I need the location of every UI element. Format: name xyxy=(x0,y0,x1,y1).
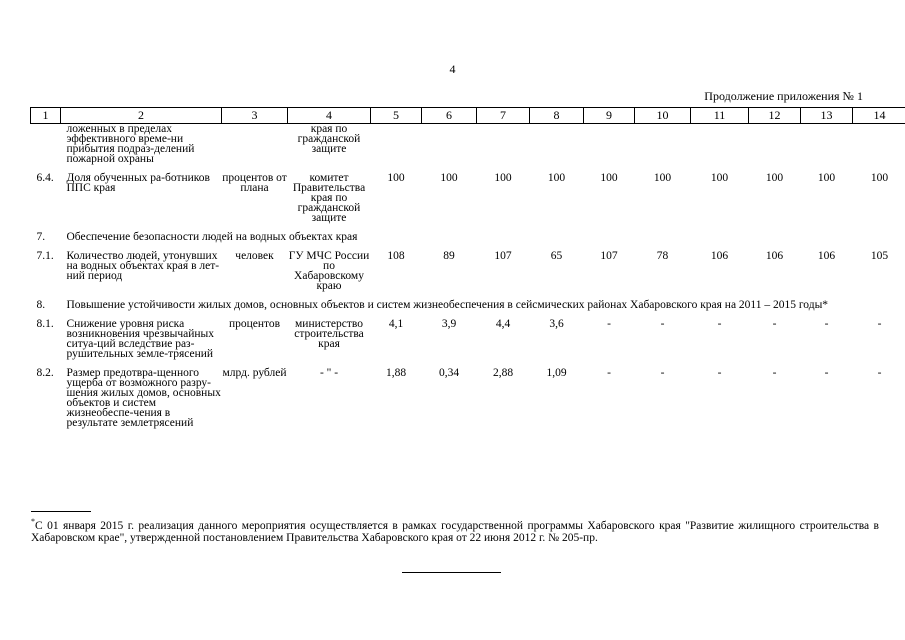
table-row xyxy=(31,251,905,300)
value-cell: - xyxy=(877,367,882,379)
table-row xyxy=(31,124,905,174)
section-row xyxy=(31,232,905,251)
header-cell: 2 xyxy=(61,108,222,124)
unit-cell: процентов xyxy=(228,318,281,330)
value-cell: - xyxy=(772,367,777,379)
responsible-cell: ГУ МЧС России по Хабаровскому краю xyxy=(288,250,370,292)
responsible-cell: - " - xyxy=(319,367,339,379)
value-cell: 1,09 xyxy=(546,367,567,379)
value-cell: 100 xyxy=(653,172,672,184)
header-cell: 4 xyxy=(288,108,371,124)
row-number: 7.1. xyxy=(36,250,54,262)
header-cell: 3 xyxy=(222,108,288,124)
value-cell: 4,1 xyxy=(388,318,404,330)
responsible-cell: комитет Правительства края по гражданской защите xyxy=(292,172,366,224)
section-number: 7. xyxy=(36,231,46,243)
continuation-label: Продолжение приложения № 1 xyxy=(704,89,863,103)
header-cell: 11 xyxy=(691,108,749,124)
footnote xyxy=(31,516,879,544)
value-cell: - xyxy=(824,367,829,379)
value-cell: 2,88 xyxy=(492,367,514,379)
header-cell: 5 xyxy=(371,108,422,124)
value-cell: - xyxy=(607,318,611,330)
value-cell: 100 xyxy=(547,172,566,184)
row-number: 8.2. xyxy=(36,367,54,379)
value-cell: 100 xyxy=(710,172,729,184)
indicators-table xyxy=(30,107,905,428)
value-cell: - xyxy=(607,367,611,379)
bottom-divider xyxy=(402,572,501,573)
row-number: 6.4. xyxy=(36,172,54,184)
header-cell: 13 xyxy=(801,108,853,124)
value-cell: 100 xyxy=(817,172,836,184)
value-cell: 65 xyxy=(550,250,563,262)
value-cell: 100 xyxy=(440,172,458,184)
footnote-mark: * xyxy=(31,517,35,526)
row-number xyxy=(31,124,61,174)
value-cell: 108 xyxy=(387,250,405,262)
value-cell: 106 xyxy=(765,250,784,262)
row-number: 8.1. xyxy=(36,318,54,330)
unit-cell xyxy=(222,124,288,174)
indicator-name: Количество людей, утонувших на водных объектах края в лет-ний период xyxy=(66,250,220,282)
value-cell: 3,6 xyxy=(549,318,564,330)
table-row xyxy=(31,368,905,428)
table-row xyxy=(31,173,905,232)
section-title: Повышение устойчивости жилых домов, основных объектов и систем жизнеобеспечения в сейсмических районах Хабаровского края на 2011 – 2015 годы* xyxy=(66,299,829,311)
value-cell: 3,9 xyxy=(441,318,457,330)
value-cell: 100 xyxy=(494,172,512,184)
header-cell: 12 xyxy=(749,108,801,124)
value-cell: - xyxy=(877,318,882,330)
empty-values xyxy=(371,124,905,174)
indicator-name: Размер предотвра-щенного ущерба от возможного разру-шения жилых домов, основных объектов и систем жизнеобеспе-чения в результате землетрясений xyxy=(66,367,221,429)
value-cell: 105 xyxy=(870,250,889,262)
section-title: Обеспечение безопасности людей на водных объектах края xyxy=(66,231,358,243)
footnote-divider xyxy=(31,511,91,512)
value-cell: - xyxy=(660,367,665,379)
header-cell: 10 xyxy=(635,108,691,124)
value-cell: 106 xyxy=(817,250,836,262)
header-row xyxy=(31,108,905,124)
value-cell: 107 xyxy=(494,250,512,262)
value-cell: - xyxy=(717,367,722,379)
indicator-name: Снижение уровня риска возникновения чрезвычайных ситуа-ций вследствие раз-рушительных земле-трясений xyxy=(66,318,215,360)
value-cell: - xyxy=(772,318,777,330)
value-cell: 100 xyxy=(387,172,405,184)
unit-cell: млрд. рублей xyxy=(222,367,287,379)
value-cell: 4,4 xyxy=(495,318,511,330)
section-row xyxy=(31,300,905,319)
responsible-cell: министерство строительства края xyxy=(294,318,364,350)
indicator-name: Доля обученных ра-ботников ППС края xyxy=(66,172,210,194)
unit-cell: человек xyxy=(235,250,274,262)
value-cell: 1,88 xyxy=(385,367,407,379)
section-number: 8. xyxy=(36,299,46,311)
header-cell: 14 xyxy=(853,108,905,124)
value-cell: 100 xyxy=(600,172,618,184)
value-cell: 78 xyxy=(656,250,669,262)
value-cell: - xyxy=(660,318,665,330)
page-number: 4 xyxy=(449,62,456,76)
header-cell: 9 xyxy=(584,108,635,124)
table-row xyxy=(31,319,905,368)
header-cell: 7 xyxy=(477,108,530,124)
footnote-text: С 01 января 2015 г. реализация данного мероприятия осуществляется в рамках государственной программы Хабаровского края "Развитие жилищного строительства в Хабаровском крае", утвержденной постановлением Правительства Хабаровского края от 22 июня 2012 г. № 205-пр. xyxy=(31,519,879,544)
value-cell: 100 xyxy=(765,172,784,184)
header-cell: 1 xyxy=(31,108,61,124)
value-cell: - xyxy=(717,318,722,330)
indicator-name: ложенных в пределах эффективного време-ни прибытия подраз-делений пожарной охраны xyxy=(66,123,195,165)
unit-cell: процентов от плана xyxy=(222,172,287,194)
header-cell: 8 xyxy=(530,108,584,124)
value-cell: 0,34 xyxy=(438,367,460,379)
value-cell: 89 xyxy=(443,250,455,262)
value-cell: - xyxy=(824,318,829,330)
value-cell: 106 xyxy=(710,250,729,262)
responsible-cell: края по гражданской защите xyxy=(297,123,361,155)
header-cell: 6 xyxy=(422,108,477,124)
value-cell: 107 xyxy=(600,250,618,262)
value-cell: 100 xyxy=(870,172,889,184)
